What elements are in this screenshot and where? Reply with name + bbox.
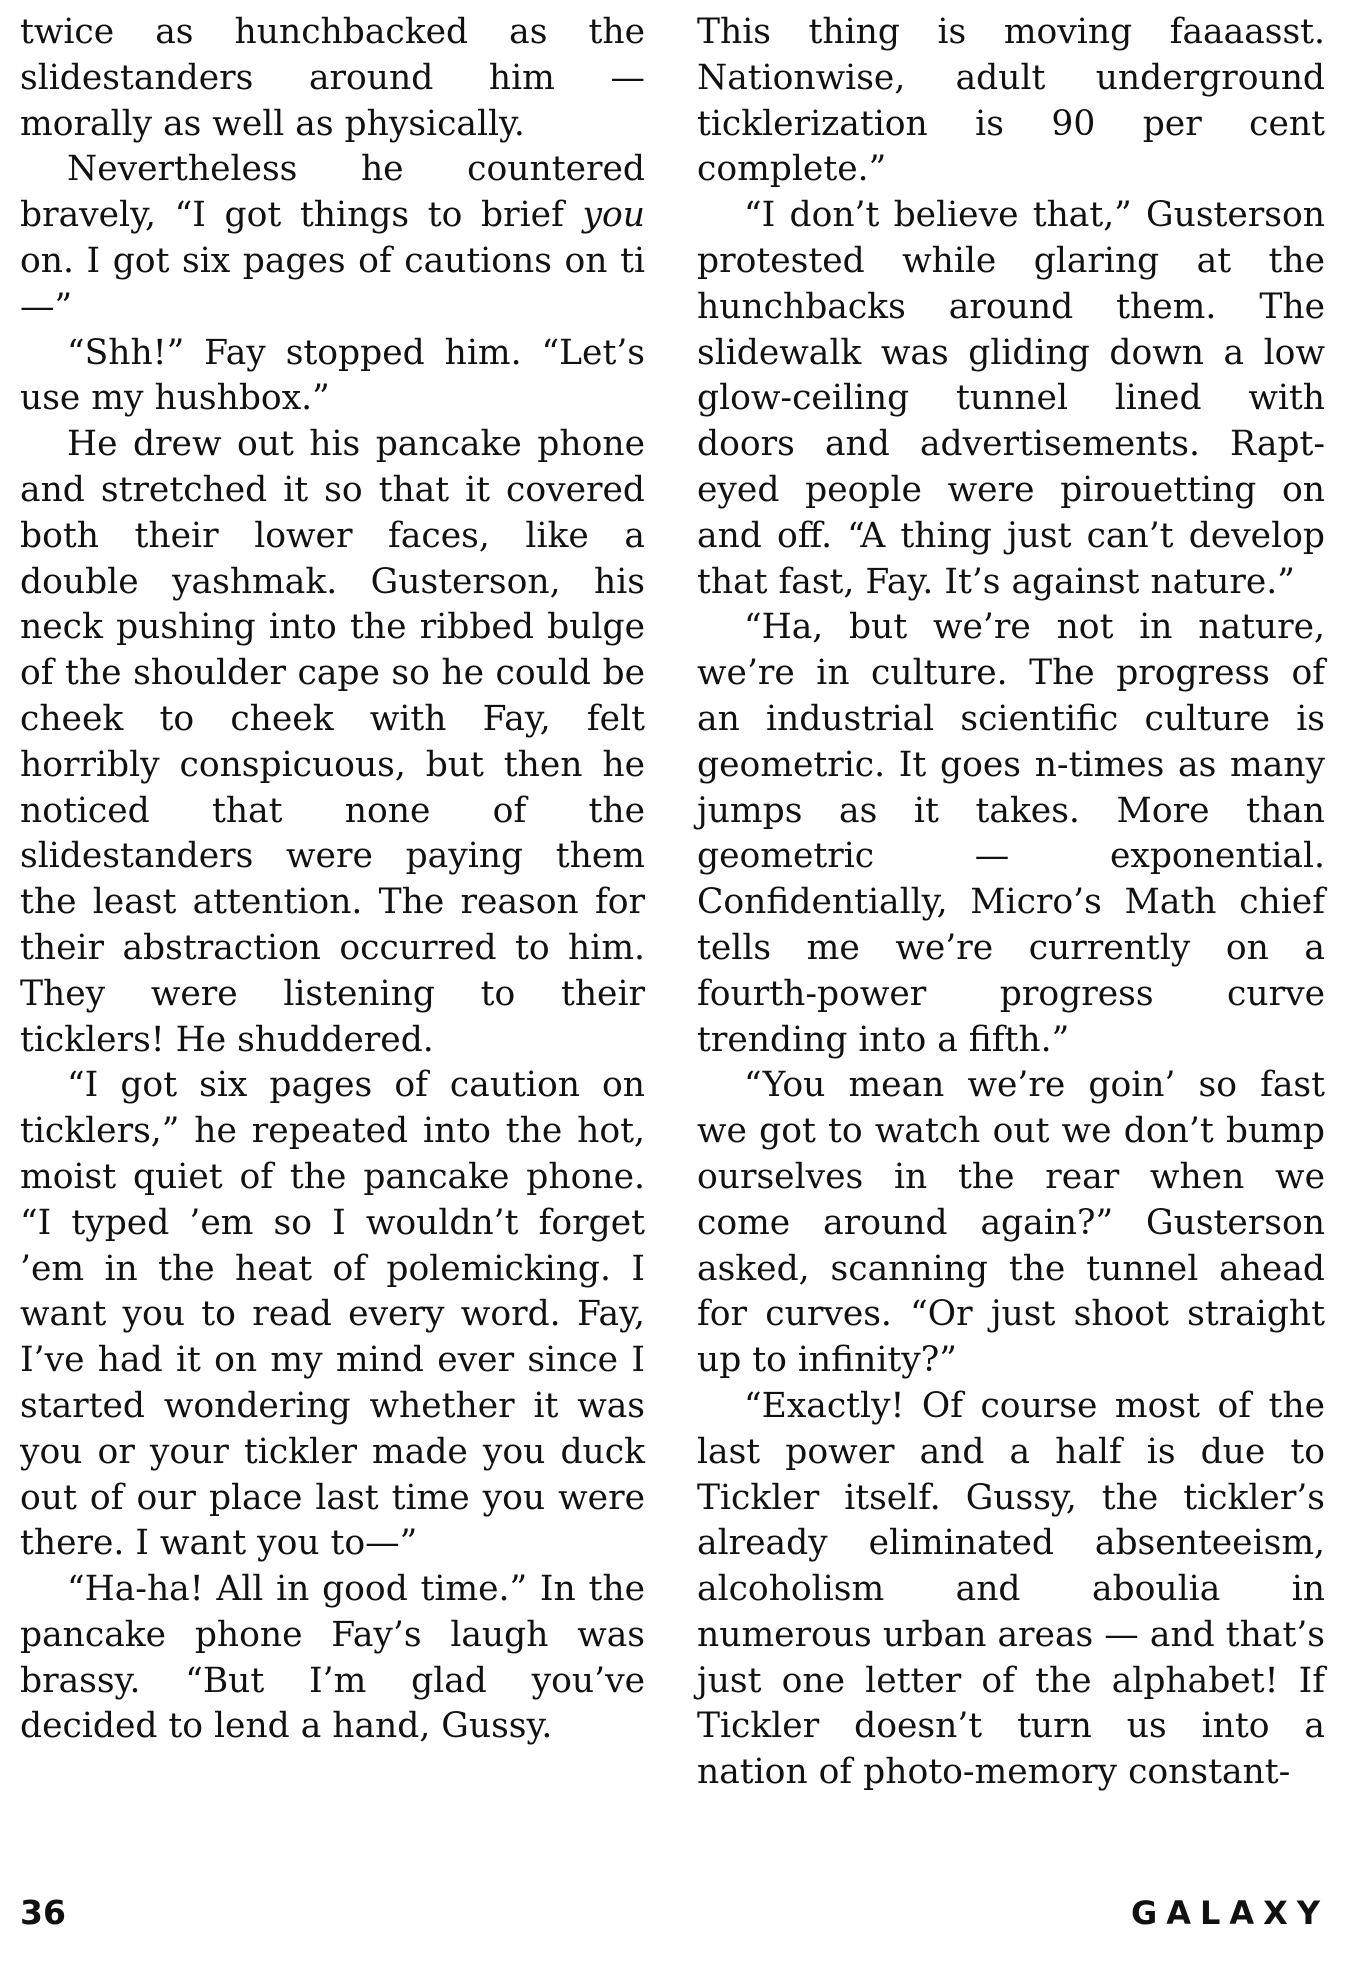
paragraph: “You mean we’re goin’ so fast we got to watch out we don’t bump ourselves in the rear when we come around again?” Gusterson asked, scanning the tunnel ahead for curves. “Or just shoot straight up to infinity?” (697, 1065, 1325, 1381)
left-column (20, 10, 645, 1750)
paragraph-text: on. I got six pages of cautions on ti —” (20, 240, 645, 327)
paragraph: This thing is moving faaaasst. Nationwise, adult underground ticklerization is 90 per cent complete.” (697, 12, 1325, 190)
paragraph (20, 147, 645, 330)
paragraph-text: Nevertheless he countered bravely, “I got things to brief (20, 149, 645, 236)
paragraph: “I got six pages of caution on ticklers,” he repeated into the hot, moist quiet of the pancake phone. “I typed ’em so I wouldn’t forget ’em in the heat of polemicking. I want you to read every word. Fay, I’ve had it on my mind ever since I started wondering whether it was you or your tickler made you duck out of our place last time you were there. I want you to—” (20, 1065, 645, 1564)
paragraph: “Shh!” Fay stopped him. “Let’s use my hushbox.” (20, 332, 645, 419)
paragraph: “Ha, but we’re not in nature, we’re in culture. The progress of an industrial scientific culture is geometric. It goes n-times as many jumps as it takes. More than geometric — exponential. Confidentially, Micro’s Math chief tells me we’re currently on a fourth-power progress curve trending into a fifth.” (697, 607, 1325, 1060)
paragraph: “I don’t believe that,” Gusterson protested while glaring at the hunchbacks around them. The slidewalk was gliding down a low glow-ceiling tunnel lined with doors and advertisements. Rapt-eyed people were pirouetting on and off. “A thing just can’t develop that fast, Fay. It’s against nature.” (697, 195, 1325, 602)
page-number: 36 (20, 1893, 66, 1932)
paragraph: He drew out his pancake phone and stretched it so that it covered both their lower faces, like a double yashmak. Gusterson, his neck pushing into the ribbed bulge of the shoulder cape so he could be cheek to cheek with Fay, felt horribly conspicuous, but then he noticed that none of the slidestanders were paying them the least attention. The reason for their abstraction occurred to him. They were listening to their ticklers! He shuddered. (20, 424, 645, 1060)
paragraph: twice as hunchbacked as the slidestanders around him — morally as well as physically. (20, 12, 645, 144)
right-column (697, 10, 1325, 1796)
paragraph: “Ha-ha! All in good time.” In the pancake phone Fay’s laugh was brassy. “But I’m glad you’ve decided to lend a hand, Gussy. (20, 1569, 645, 1747)
paragraph: “Exactly! Of course most of the last power and a half is due to Tickler itself. Gussy, the tickler’s already eliminated absenteeism, alcoholism and aboulia in numerous urban areas — and that’s just one letter of the alphabet! If Tickler doesn’t turn us into a nation of photo-memory constant- (697, 1385, 1325, 1793)
emphasis-text: you (582, 195, 645, 236)
magazine-title: GALAXY (1130, 1894, 1329, 1932)
